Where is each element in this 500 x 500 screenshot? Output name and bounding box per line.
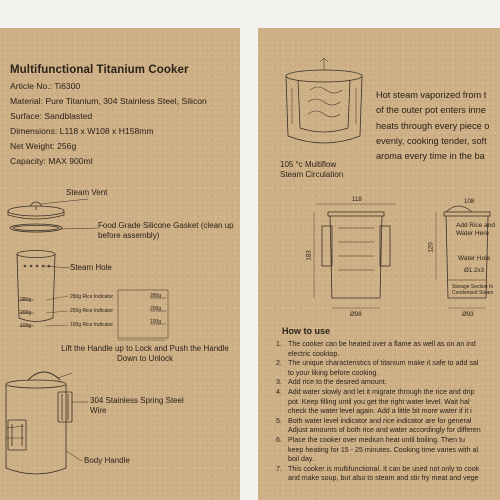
mark-200g: 200g bbox=[20, 310, 32, 316]
step-line: Add water slowly and let it migrate through the rice and drip bbox=[288, 388, 475, 396]
indicator-200-label: 200g Rice Indicator bbox=[70, 308, 114, 314]
gasket-label: Food Grade Silicone Gasket (clean up before assembly) bbox=[98, 221, 234, 240]
step-line: The unique characteristics of titanium make it safe to add sal bbox=[288, 359, 479, 368]
water-hole-label: Water Hole bbox=[458, 255, 491, 262]
dim-top-118: 118 bbox=[352, 196, 362, 203]
body-handle-label: Body Handle bbox=[84, 456, 130, 465]
step-number: 7. bbox=[276, 464, 282, 473]
step-line: Add rice to the desired amount. bbox=[288, 378, 387, 387]
step-number: 3. bbox=[276, 378, 282, 387]
scale-200g: 200g bbox=[150, 306, 162, 312]
step-number: 6. bbox=[276, 436, 282, 444]
add-rice-label: Add Rice and Water Here bbox=[456, 222, 496, 237]
step-line: keep heating for 15 - 25 minutes. Cooking time varies with al bbox=[288, 445, 479, 454]
spring-wire-label: 304 Stainless Spring Steel Wire bbox=[90, 396, 184, 415]
dim-hole: Ø1.2x3 bbox=[464, 267, 484, 274]
steam-description: Hot steam vaporized from t of the outer pot enters inne heats through every piece o evenly, cooking tender, soft aroma every time in the ba bbox=[376, 90, 490, 162]
spec-article: Article No.: Ti6300 bbox=[10, 81, 81, 91]
step-number: 1. bbox=[276, 340, 282, 348]
step-line: boil day. bbox=[288, 455, 314, 464]
step-number: 5. bbox=[276, 416, 282, 425]
spec-surface: Surface: Sandblasted bbox=[10, 111, 93, 121]
mark-100g: 100g bbox=[20, 323, 32, 329]
handle-instruction-label: Lift the Handle up to Lock and Push the Handle Down to Unlock bbox=[61, 344, 229, 363]
dim-height-183: 183 bbox=[305, 250, 313, 261]
dim-bottom-98: Ø98 bbox=[350, 311, 362, 318]
product-title: Multifunctional Titanium Cooker bbox=[10, 64, 189, 76]
scale-100g: 100g bbox=[150, 319, 162, 325]
step-line: and make soup, but also to steam and stir fry meat and vege bbox=[288, 474, 479, 483]
how-to-use-heading: How to use bbox=[282, 326, 331, 336]
dim-top-108: 108 bbox=[464, 198, 475, 205]
step-line: pot. Keep filling until you get the right water level. Wait hal bbox=[288, 397, 470, 406]
step-line: check the water level again. Add a little bit more water if it i bbox=[288, 407, 472, 416]
exploded-view-illustration bbox=[0, 28, 240, 500]
steam-hole-label: Steam Hole bbox=[70, 263, 112, 272]
step-line: The cooker can be heated over a flame as well as on an ind bbox=[288, 340, 476, 348]
indicator-100-label: 100g Rice Indicator bbox=[70, 322, 114, 328]
right-manual-page bbox=[258, 28, 500, 500]
step-line: electric cooktop. bbox=[288, 349, 340, 358]
steam-vent-label: Steam Vent bbox=[66, 188, 108, 197]
mark-280g: 280g bbox=[20, 297, 32, 303]
dim-bottom-93: Ø93 bbox=[462, 311, 474, 318]
left-manual-page bbox=[0, 28, 240, 500]
step-line: to your liking before cooking. bbox=[288, 368, 379, 377]
dim-height-120: 120 bbox=[427, 242, 435, 253]
steam-circulation-caption: 105 °c Multiflow Steam Circulation bbox=[280, 160, 344, 179]
scale-280g: 280g bbox=[150, 293, 162, 299]
step-line: Both water level indicator and rice indicator are for general bbox=[288, 416, 472, 425]
indicator-280-label: 280g Rice Indicator bbox=[70, 294, 114, 300]
spec-dimensions: Dimensions: L118 x W108 x H158mm bbox=[10, 126, 154, 136]
step-line: Adjust amounts of both rice and water accordingly for differen bbox=[288, 426, 481, 435]
spec-capacity: Capacity: MAX 900ml bbox=[10, 156, 93, 166]
spec-weight: Net Weight: 256g bbox=[10, 141, 77, 151]
storage-section-label: Storage Section fo Condensed Steam bbox=[452, 284, 494, 296]
step-line: Place the cooker over medium heat until boiling. Then tu bbox=[288, 436, 465, 444]
step-number: 2. bbox=[276, 359, 282, 368]
spec-material: Material: Pure Titanium, 304 Stainless Steel, Silicon bbox=[10, 96, 207, 106]
step-number: 4. bbox=[276, 388, 282, 396]
step-line: This cooker is multifunctional. It can be used not only to cook bbox=[288, 464, 480, 473]
